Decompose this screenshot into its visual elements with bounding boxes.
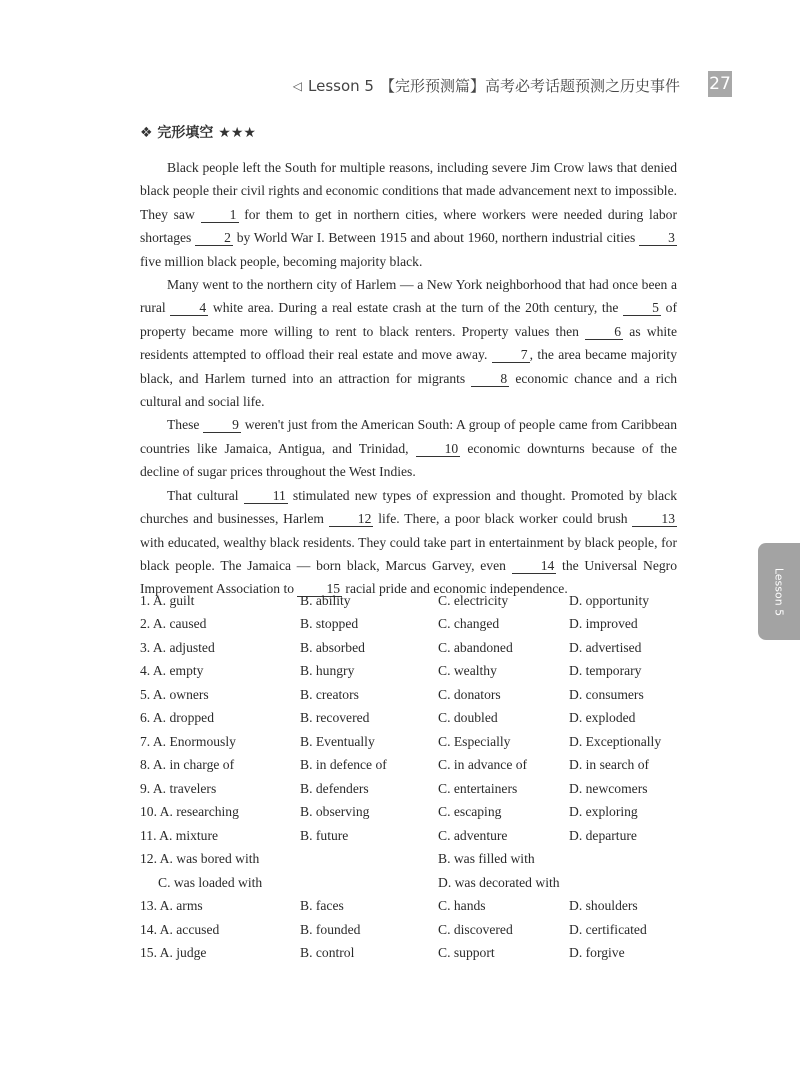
passage-text: five million black people, becoming majority black.: [140, 253, 423, 269]
option-c[interactable]: C. was loaded with: [158, 874, 263, 890]
passage-text: , the area became majority black, and Harlem turned into an attraction for migrants: [140, 347, 677, 386]
blank-7[interactable]: 7: [492, 347, 530, 363]
section-title: ❖ 完形填空 ★★★: [140, 125, 256, 141]
blank-2[interactable]: 2: [195, 230, 233, 246]
page-header: [292, 74, 731, 96]
option-d[interactable]: D. consumers: [569, 686, 644, 702]
option-a[interactable]: 13. A. arms: [140, 898, 203, 914]
blank-10[interactable]: 10: [416, 441, 461, 457]
page-number: 27: [708, 71, 732, 97]
option-d[interactable]: D. was decorated with: [438, 874, 560, 890]
option-b[interactable]: B. in defence of: [300, 757, 387, 773]
option-row: [140, 613, 700, 637]
passage-paragraph: [140, 273, 677, 413]
option-a[interactable]: 7. A. Enormously: [140, 733, 236, 749]
option-b[interactable]: B. stopped: [300, 616, 359, 632]
passage-text: with educated, wealthy black residents. They could take part in entertainment by black people, for black people. The Jamaica — born black, Marcus Garvey, even: [140, 534, 677, 573]
option-a[interactable]: 15. A. judge: [140, 945, 207, 961]
option-b[interactable]: B. absorbed: [300, 639, 365, 655]
passage-text: Black people left the South for multiple reasons, including severe Jim Crow laws that denied black people their civil rights and economic conditions that made advancement next to impossible. They saw: [140, 160, 677, 222]
cloze-passage: [140, 156, 677, 601]
passage-text: white area. During a real estate crash at the turn of the 20th century, the: [208, 300, 624, 316]
blank-15[interactable]: 15: [297, 581, 342, 597]
option-c[interactable]: C. donators: [438, 686, 501, 702]
option-row: [140, 754, 700, 778]
option-d[interactable]: D. temporary: [569, 663, 642, 679]
option-a[interactable]: 5. A. owners: [140, 686, 209, 702]
passage-text: racial pride and economic independence.: [342, 581, 568, 597]
option-row: [140, 895, 700, 919]
option-d[interactable]: D. advertised: [569, 639, 642, 655]
option-a[interactable]: 8. A. in charge of: [140, 757, 235, 773]
option-b[interactable]: B. founded: [300, 921, 361, 937]
passage-text: These: [167, 417, 204, 433]
option-d[interactable]: D. certificated: [569, 921, 647, 937]
blank-6[interactable]: 6: [585, 324, 623, 340]
option-b[interactable]: B. faces: [300, 898, 344, 914]
option-d[interactable]: D. exploded: [569, 710, 636, 726]
option-c[interactable]: C. adventure: [438, 827, 508, 843]
option-d[interactable]: D. exploring: [569, 804, 638, 820]
passage-paragraph: [140, 413, 677, 483]
blank-12[interactable]: 12: [329, 511, 374, 527]
option-d[interactable]: D. newcomers: [569, 780, 648, 796]
blank-9[interactable]: 9: [203, 417, 241, 433]
passage-text: the Universal Negro Improvement Association to: [140, 557, 678, 597]
option-b[interactable]: B. Eventually: [300, 733, 375, 749]
option-row: [140, 636, 700, 660]
option-row: [140, 824, 700, 848]
passage-text: weren't just from the American South: A group of people came from Caribbean countries like Jamaica, Antigua, and Trinidad,: [140, 417, 678, 456]
option-d[interactable]: D. departure: [569, 827, 637, 843]
option-a[interactable]: 11. A. mixture: [140, 827, 219, 843]
option-c[interactable]: C. entertainers: [438, 780, 518, 796]
option-row: [140, 730, 700, 754]
passage-text: stimulated new types of expression and thought. Promoted by black churches and businesses, Harlem: [140, 487, 677, 527]
option-a[interactable]: 6. A. dropped: [140, 710, 215, 726]
option-c[interactable]: C. wealthy: [438, 663, 497, 679]
option-c[interactable]: C. escaping: [438, 804, 502, 820]
option-row: [140, 801, 700, 825]
option-d[interactable]: D. Exceptionally: [569, 733, 662, 749]
header-title: 【完形预测篇】高考必考话题预测之历史事件: [379, 77, 680, 95]
option-c[interactable]: C. in advance of: [438, 757, 528, 773]
answer-options: [140, 589, 700, 965]
option-row: [140, 777, 700, 801]
blank-3[interactable]: 3: [639, 230, 677, 246]
option-b[interactable]: B. hungry: [300, 663, 355, 679]
option-c[interactable]: C. hands: [438, 898, 486, 914]
option-d[interactable]: D. improved: [569, 616, 638, 632]
passage-text: for them to get in northern cities, where workers were needed during labor shortages: [140, 206, 677, 246]
passage-text: as white residents attempted to offload their real estate and move away.: [140, 323, 677, 363]
option-c[interactable]: C. abandoned: [438, 639, 513, 655]
option-a[interactable]: 9. A. travelers: [140, 780, 217, 796]
option-row: [140, 848, 700, 872]
option-a[interactable]: 12. A. was bored with: [140, 851, 260, 867]
option-a[interactable]: 10. A. researching: [140, 804, 239, 820]
passage-text: That cultural: [167, 487, 244, 503]
option-row: [140, 589, 700, 613]
option-a[interactable]: 14. A. accused: [140, 921, 220, 937]
passage-text: economic chance and a rich cultural and social life.: [140, 370, 677, 410]
option-b[interactable]: B. defenders: [300, 780, 369, 796]
option-row: [140, 871, 700, 895]
blank-14[interactable]: 14: [512, 558, 557, 574]
blank-1[interactable]: 1: [201, 207, 239, 223]
option-a[interactable]: 2. A. caused: [140, 616, 207, 632]
option-c[interactable]: C. Especially: [438, 733, 511, 749]
option-row: [140, 942, 700, 966]
blank-11[interactable]: 11: [244, 488, 288, 504]
option-c[interactable]: C. changed: [438, 616, 500, 632]
option-b[interactable]: B. was filled with: [438, 851, 535, 867]
passage-paragraph: [140, 484, 677, 601]
passage-text: economic downturns because of the decline of sugar prices throughout the West Indies.: [140, 440, 677, 480]
option-a[interactable]: 1. A. guilt: [140, 592, 195, 608]
option-c[interactable]: C. electricity: [438, 592, 509, 608]
passage-paragraph: [140, 156, 677, 273]
option-c[interactable]: C. doubled: [438, 710, 498, 726]
option-a[interactable]: 3. A. adjusted: [140, 639, 215, 655]
option-b[interactable]: B. creators: [300, 686, 359, 702]
passage-text: by World War I. Between 1915 and about 1960, northern industrial cities: [233, 230, 639, 246]
triangle-left-icon: ◁: [292, 78, 303, 93]
option-d[interactable]: D. forgive: [569, 945, 625, 961]
blank-13[interactable]: 13: [632, 511, 677, 527]
option-c[interactable]: C. support: [438, 945, 495, 961]
option-c[interactable]: C. discovered: [438, 921, 513, 937]
option-row: [140, 683, 700, 707]
passage-text: life. There, a poor black worker could brush: [373, 511, 633, 527]
option-row: [140, 707, 700, 731]
option-b[interactable]: B. observing: [300, 804, 370, 820]
side-tab-label: Lesson 5: [772, 567, 786, 616]
lesson-label: Lesson 5: [308, 76, 374, 95]
option-b[interactable]: B. future: [300, 827, 349, 843]
option-b[interactable]: B. control: [300, 945, 355, 961]
side-lesson-tab: [758, 543, 800, 640]
option-a[interactable]: 4. A. empty: [140, 663, 204, 679]
option-b[interactable]: B. recovered: [300, 710, 370, 726]
blank-8[interactable]: 8: [471, 371, 509, 387]
blank-4[interactable]: 4: [170, 300, 208, 316]
option-row: [140, 918, 700, 942]
passage-text: of property became more willing to rent to black renters. Property values then: [140, 300, 677, 339]
option-row: [140, 660, 700, 684]
option-d[interactable]: D. shoulders: [569, 898, 638, 914]
option-d[interactable]: D. in search of: [569, 757, 650, 773]
blank-5[interactable]: 5: [623, 300, 661, 316]
passage-text: Many went to the northern city of Harlem — a New York neighborhood that had once been a rural: [140, 277, 677, 316]
option-b[interactable]: B. ability: [300, 592, 351, 608]
option-d[interactable]: D. opportunity: [569, 592, 650, 608]
